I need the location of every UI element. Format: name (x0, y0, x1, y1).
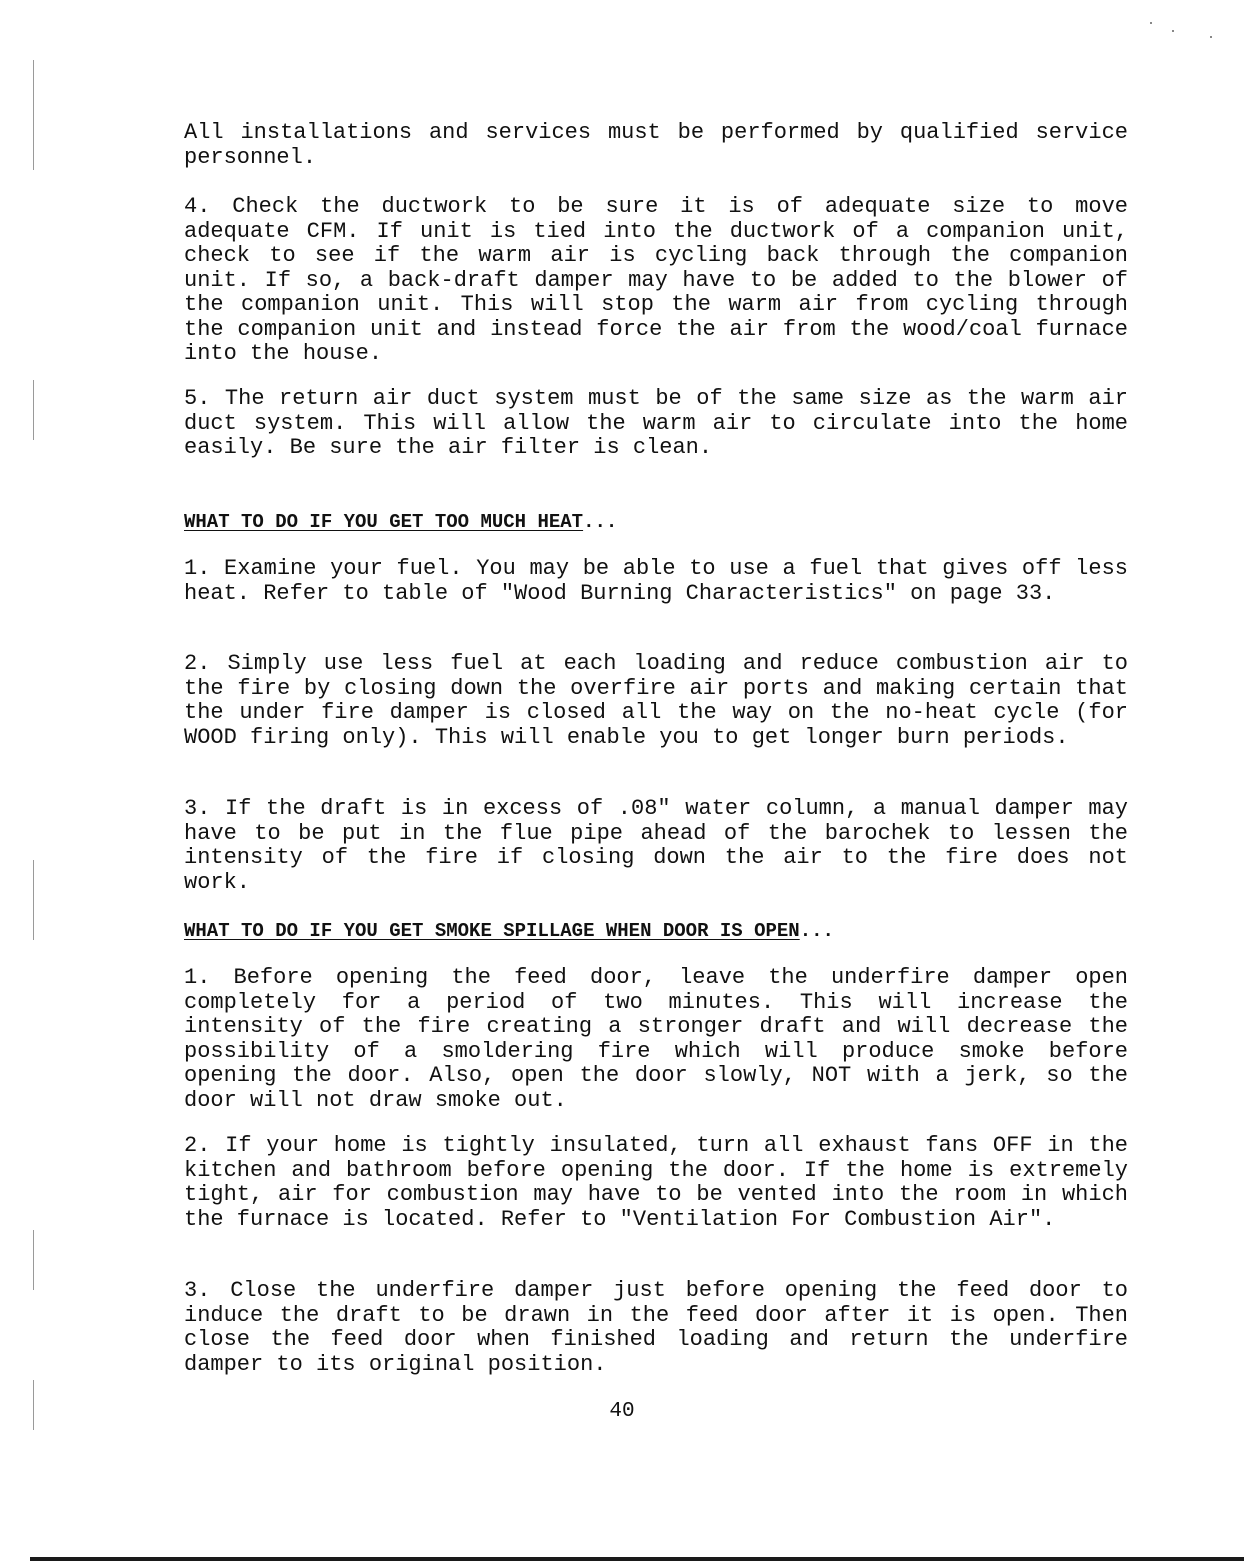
heat-item-2: 2. Simply use less fuel at each loading and reduce combustion air to the fire by closing down the overfire air ports and making certain that the under fire damper is closed all the way on the no-heat cycle (for WOOD firing only). This will enable you to get longer burn periods. (184, 651, 1128, 750)
item-5-return-air: 5. The return air duct system must be of the same size as the warm air duct system. This will allow the warm air to circulate into the home easily. Be sure the air filter is clean. (184, 386, 1128, 460)
scan-speck (1172, 30, 1174, 32)
scan-margin-mark (33, 1230, 34, 1290)
scan-speck (1210, 36, 1212, 38)
scan-speck (1150, 22, 1152, 24)
scan-bottom-edge (30, 1557, 1244, 1561)
smoke-item-2: 2. If your home is tightly insulated, turn all exhaust fans OFF in the kitchen and bathroom before opening the door. If the home is extremely tight, air for combustion may have to be vented into the room in which the furnace is located. Refer to "Ventilation For Combustion Air". (184, 1133, 1128, 1232)
scan-margin-mark (33, 1380, 34, 1430)
heading-smoke-spillage (184, 919, 834, 943)
heading-too-much-heat-text: WHAT TO DO IF YOU GET TOO MUCH HEAT (184, 511, 584, 533)
heading-too-much-heat (184, 510, 617, 534)
smoke-item-1: 1. Before opening the feed door, leave the underfire damper open completely for a period of two minutes. This will increase the intensity of the fire creating a stronger draft and will decrease the possibility of a smoldering fire which will produce smoke before opening the door. Also, open the door slowly, NOT with a jerk, so the door will not draw smoke out. (184, 965, 1128, 1113)
scan-margin-mark (33, 60, 34, 170)
scan-margin-mark (33, 380, 34, 440)
item-4-ductwork: 4. Check the ductwork to be sure it is of adequate size to move adequate CFM. If unit is tied into the ductwork of a companion unit, check to see if the warm air is cycling back through the companion unit. If so, a back-draft damper may have to be added to the blower of the companion unit. This will stop the warm air from cycling through the companion unit and instead force the air from the wood/coal furnace into the house. (184, 194, 1128, 366)
page-number: 40 (609, 1400, 635, 1423)
smoke-item-3: 3. Close the underfire damper just before opening the feed door to induce the draft to be drawn in the feed door after it is open. Then close the feed door when finished loading and return the underfire damper to its original position. (184, 1278, 1128, 1377)
heading-ellipsis: ... (799, 920, 834, 942)
heading-ellipsis: ... (583, 511, 618, 533)
scan-margin-mark (33, 860, 34, 940)
heat-item-3: 3. If the draft is in excess of .08" water column, a manual damper may have to be put in the flue pipe ahead of the barochek to lessen the intensity of the fire if closing down the air to the fire does not work. (184, 796, 1128, 895)
intro-paragraph: All installations and services must be performed by qualified service personnel. (184, 120, 1128, 170)
heading-smoke-spillage-text: WHAT TO DO IF YOU GET SMOKE SPILLAGE WHEN DOOR IS OPEN (184, 920, 800, 942)
heat-item-1: 1. Examine your fuel. You may be able to use a fuel that gives off less heat. Refer to table of "Wood Burning Characteristics" on page 33. (184, 556, 1128, 606)
